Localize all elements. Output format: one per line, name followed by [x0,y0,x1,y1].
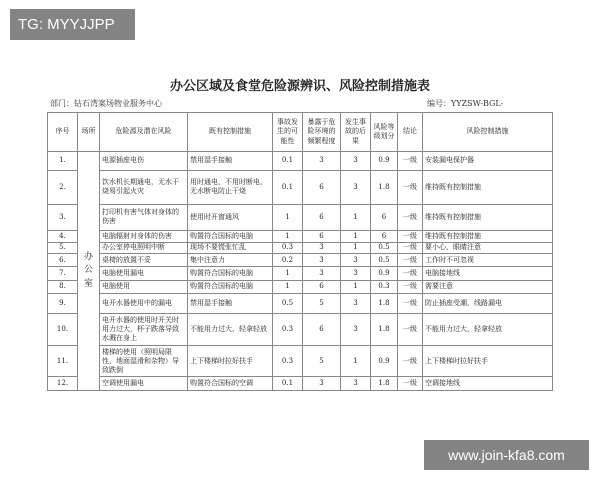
exposure-cell: 6 [303,314,341,346]
risk-level-cell: 0.5 [371,253,398,266]
hazard-cell: 电脑辐射对身体的伤害 [100,231,188,242]
table-row [48,171,553,205]
document-title: 办公区域及食堂危险源辨识、风险控制措施表 [169,79,430,94]
header-cell: 风险控制措施 [423,113,553,152]
hazard-cell: 饮水机长期通电，无水干烧易引起火灾 [100,171,188,205]
area-cell: 办 公 室 [78,152,100,391]
consequence-cell: 1 [341,280,371,293]
risk-level-cell: 0.9 [371,345,398,377]
control-measure-cell: 电脑接地线 [423,267,553,280]
consequence-cell: 1 [341,204,371,231]
conclusion-cell: 一级 [398,294,423,314]
conclusion-cell: 一级 [398,231,423,242]
likelihood-cell: 0.3 [273,345,303,377]
exposure-cell: 3 [303,377,341,391]
row-number-cell: 8. [48,280,78,293]
existing-control-cell: 禁用湿手接触 [188,294,273,314]
row-number-cell: 3. [48,204,78,231]
row-number-cell: 9. [48,294,78,314]
hazard-cell: 电脑使用 [100,280,188,293]
hazard-cell: 打印机有害气体对身体的伤害 [100,204,188,231]
existing-control-cell: 不能用力过大，轻拿轻放 [188,314,273,346]
row-number-cell: 1. [48,152,78,171]
table-row [48,231,553,242]
control-measure-cell: 维持既有控制措施 [423,171,553,205]
row-number-cell: 11. [48,345,78,377]
likelihood-cell: 0.1 [273,171,303,205]
table-row [48,294,553,314]
department-label: 部门：钻石湾案场物业服务中心 [50,99,162,108]
exposure-cell: 3 [303,152,341,171]
consequence-cell: 1 [341,242,371,253]
risk-level-cell: 0.3 [371,280,398,293]
risk-level-cell: 0.9 [371,267,398,280]
likelihood-cell: 0.3 [273,242,303,253]
row-number-cell: 7. [48,267,78,280]
likelihood-cell: 1 [273,267,303,280]
likelihood-cell: 1 [273,231,303,242]
exposure-cell: 3 [303,267,341,280]
header-cell: 事故发生的可能性 [273,113,303,152]
control-measure-cell: 工作时不可忽视 [423,253,553,266]
exposure-cell: 6 [303,231,341,242]
row-number-cell: 6. [48,253,78,266]
conclusion-cell: 一级 [398,204,423,231]
watermark-top-left: TG: MYYJJPP [10,9,135,40]
existing-control-cell: 禁用湿手接触 [188,152,273,171]
table-row [48,345,553,377]
existing-control-cell: 上下楼梯时拉好扶手 [188,345,273,377]
risk-level-cell: 1.8 [371,377,398,391]
exposure-cell: 6 [303,171,341,205]
row-number-cell: 12. [48,377,78,391]
risk-level-cell: 1.8 [371,171,398,205]
existing-control-cell: 用时通电，不用时断电，无水断电防止干烧 [188,171,273,205]
consequence-cell: 1 [341,231,371,242]
table-row [48,314,553,346]
consequence-cell: 3 [341,314,371,346]
control-measure-cell: 安装漏电保护器 [423,152,553,171]
control-measure-cell: 要小心，眼睛注意 [423,242,553,253]
existing-control-cell: 使用时开窗通风 [188,204,273,231]
risk-level-cell: 0.5 [371,242,398,253]
table-row [48,152,553,171]
hazard-cell: 电脑使用漏电 [100,267,188,280]
likelihood-cell: 0.2 [273,253,303,266]
table-row [48,267,553,280]
likelihood-cell: 0.3 [273,314,303,346]
existing-control-cell: 购置符合国标的电脑 [188,231,273,242]
control-measure-cell: 需要注意 [423,280,553,293]
consequence-cell: 1 [341,345,371,377]
conclusion-cell: 一级 [398,152,423,171]
hazard-cell: 电开水器的使用时开关时用力过大，杯子跌落导致水溅在身上 [100,314,188,346]
risk-level-cell: 1.8 [371,314,398,346]
likelihood-cell: 0.1 [273,377,303,391]
exposure-cell: 6 [303,280,341,293]
risk-level-cell: 6 [371,231,398,242]
risk-level-cell: 1.8 [371,294,398,314]
likelihood-cell: 0.1 [273,152,303,171]
hazard-cell: 楼梯的使用（照明局限性、地面湿滑和杂物）导致跌倒 [100,345,188,377]
consequence-cell: 3 [341,294,371,314]
consequence-cell: 3 [341,171,371,205]
exposure-cell: 5 [303,294,341,314]
row-number-cell: 5. [48,242,78,253]
exposure-cell: 5 [303,345,341,377]
header-cell: 序号 [48,113,78,152]
consequence-cell: 3 [341,152,371,171]
conclusion-cell: 一级 [398,242,423,253]
existing-control-cell: 集中注意力 [188,253,273,266]
conclusion-cell: 一级 [398,253,423,266]
exposure-cell: 3 [303,253,341,266]
table-row [48,253,553,266]
hazard-cell: 办公室停电照明中断 [100,242,188,253]
existing-control-cell: 购置符合国标的空调 [188,377,273,391]
consequence-cell: 3 [341,267,371,280]
row-number-cell: 2. [48,171,78,205]
table-row [48,242,553,253]
header-cell: 危险源及潜在风险 [100,113,188,152]
existing-control-cell: 购置符合国标的电脑 [188,267,273,280]
control-measure-cell: 防止插座受潮，线路漏电 [423,294,553,314]
risk-level-cell: 6 [371,204,398,231]
table-row [48,377,553,391]
hazard-cell: 空调使用漏电 [100,377,188,391]
risk-level-cell: 0.9 [371,152,398,171]
existing-control-cell: 购置符合国标的电脑 [188,280,273,293]
table-row [48,204,553,231]
watermark-bottom-right: www.join-kfa8.com [424,440,589,470]
risk-table [47,112,553,391]
conclusion-cell: 一级 [398,171,423,205]
header-cell: 暴露于危险环境的频繁程度 [303,113,341,152]
hazard-cell: 电源插座电伤 [100,152,188,171]
header-cell: 风险等级划分 [371,113,398,152]
control-measure-cell: 维持既有控制措施 [423,204,553,231]
conclusion-cell: 一级 [398,377,423,391]
likelihood-cell: 0.5 [273,294,303,314]
conclusion-cell: 一级 [398,345,423,377]
header-cell: 结论 [398,113,423,152]
table-header-row [48,113,553,152]
control-measure-cell: 不能用力过大，轻拿轻放 [423,314,553,346]
likelihood-cell: 1 [273,204,303,231]
hazard-cell: 电开水器使用中的漏电 [100,294,188,314]
control-measure-cell: 维持既有控制措施 [423,231,553,242]
conclusion-cell: 一级 [398,314,423,346]
header-cell: 发生事故的后果 [341,113,371,152]
existing-control-cell: 现场不要慌张忙乱 [188,242,273,253]
row-number-cell: 10. [48,314,78,346]
consequence-cell: 3 [341,253,371,266]
hazard-cell: 桌椅的放置不妥 [100,253,188,266]
conclusion-cell: 一级 [398,280,423,293]
exposure-cell: 6 [303,204,341,231]
exposure-cell: 3 [303,242,341,253]
conclusion-cell: 一级 [398,267,423,280]
header-cell: 场所 [78,113,100,152]
consequence-cell: 3 [341,377,371,391]
header-cell: 既有控制措施 [188,113,273,152]
control-measure-cell: 上下楼梯时拉好扶手 [423,345,553,377]
document-code: 编号：YYZSW-BGL- [427,99,504,108]
table-body [48,152,553,391]
likelihood-cell: 1 [273,280,303,293]
table-row [48,280,553,293]
control-measure-cell: 空调接地线 [423,377,553,391]
row-number-cell: 4. [48,231,78,242]
